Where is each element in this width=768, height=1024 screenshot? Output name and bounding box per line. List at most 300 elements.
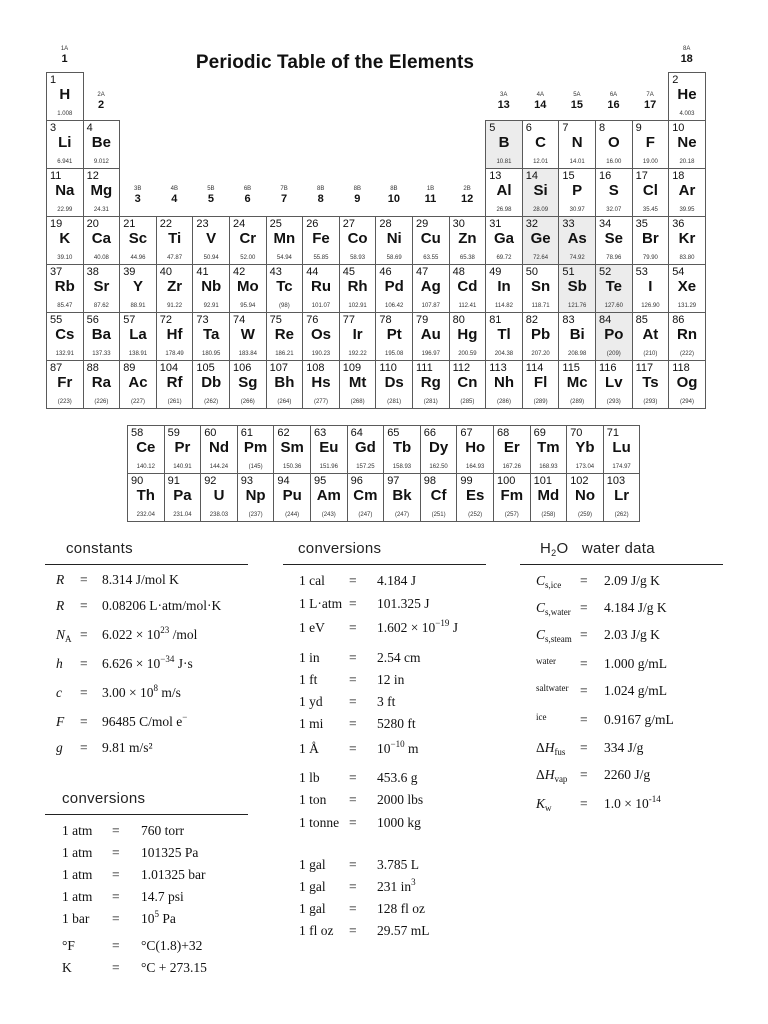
atomic-mass: 28.09 xyxy=(533,207,549,213)
group-label-8 xyxy=(302,186,339,205)
element-cell-hg xyxy=(449,312,487,361)
element-symbol: Bk xyxy=(392,487,412,504)
element-symbol: Hg xyxy=(457,326,478,343)
element-cell-au xyxy=(412,312,450,361)
element-cell-gd xyxy=(347,425,385,474)
atomic-mass: 173.04 xyxy=(575,464,595,470)
constants-equals: = xyxy=(80,572,88,587)
element-cell-li xyxy=(46,120,84,169)
atomic-number: 98 xyxy=(423,475,437,487)
atomic-number: 44 xyxy=(306,266,319,278)
atomic-mass: 22.99 xyxy=(57,207,73,213)
element-cell-ag xyxy=(412,264,450,313)
element-symbol: Sr xyxy=(93,278,110,295)
atomic-number: 90 xyxy=(131,475,144,487)
element-cell-sg xyxy=(229,360,267,409)
atomic-number: 117 xyxy=(635,362,654,374)
group-number: 18 xyxy=(680,53,693,65)
group-number: 10 xyxy=(387,193,401,205)
conversions_left-value: °C(1.8)+32 xyxy=(141,938,203,953)
element-symbol: I xyxy=(648,278,653,295)
atomic-number: 56 xyxy=(86,314,99,326)
element-cell-re xyxy=(266,312,304,361)
atomic-number: 28 xyxy=(379,218,392,230)
group-old-label: 4A xyxy=(536,92,544,98)
water-term: $K_w$ xyxy=(536,796,552,813)
atomic-number: 49 xyxy=(489,266,502,278)
atomic-number: 38 xyxy=(86,266,99,278)
element-cell-pu xyxy=(273,473,311,522)
element-symbol: Ag xyxy=(420,278,441,295)
atomic-number: 36 xyxy=(672,218,685,230)
element-cell-u xyxy=(200,473,238,522)
conversions_mid-term: 1 gal xyxy=(299,857,326,872)
atomic-mass: (209) xyxy=(606,351,621,357)
element-symbol: Nh xyxy=(493,374,514,391)
element-symbol: Cr xyxy=(239,230,257,247)
element-cell-ga xyxy=(485,216,523,265)
element-symbol: Cf xyxy=(430,487,447,504)
element-symbol: P xyxy=(572,182,583,199)
element-cell-nd xyxy=(200,425,238,474)
water-equals: = xyxy=(580,656,588,671)
group-old-label: 2A xyxy=(97,92,105,98)
atomic-number: 92 xyxy=(204,475,217,487)
element-symbol: Pa xyxy=(173,487,192,504)
atomic-number: 105 xyxy=(196,362,215,374)
element-symbol: Ts xyxy=(642,374,659,391)
atomic-mass: 200.59 xyxy=(458,351,477,357)
atomic-number: 108 xyxy=(306,362,325,374)
atomic-number: 25 xyxy=(269,218,282,230)
element-symbol: W xyxy=(240,326,255,343)
atomic-number: 67 xyxy=(460,427,473,439)
element-symbol: Se xyxy=(604,230,623,247)
element-cell-ta xyxy=(192,312,230,361)
element-symbol: Og xyxy=(676,374,698,391)
atomic-number: 110 xyxy=(379,362,397,374)
atomic-number: 70 xyxy=(570,427,583,439)
atomic-number: 102 xyxy=(570,475,589,487)
atomic-mass: 106.42 xyxy=(385,303,404,309)
atomic-mass: 168.93 xyxy=(539,464,558,470)
atomic-number: 94 xyxy=(277,475,290,487)
water-term: $\Delta H_{vap}$ xyxy=(536,767,568,784)
group-old-label: 8B xyxy=(317,186,325,192)
element-cell-pa xyxy=(164,473,202,522)
constants-term: $N_A$ xyxy=(56,627,72,644)
group-old-label: 6A xyxy=(609,92,618,98)
element-symbol: Lu xyxy=(612,439,631,456)
element-symbol: Bi xyxy=(569,326,585,343)
element-symbol: Tc xyxy=(276,278,293,295)
element-cell-nb xyxy=(192,264,230,313)
conversions_mid-value: $1.602 \times 10^{-19}$ J xyxy=(377,618,458,635)
atomic-mass: (252) xyxy=(468,512,483,518)
constants-term: F xyxy=(56,714,65,729)
atomic-mass: 207.20 xyxy=(531,351,550,357)
group-label-12 xyxy=(449,186,486,205)
atomic-number: 81 xyxy=(489,314,502,326)
atomic-mass: 6.941 xyxy=(57,159,73,165)
atomic-mass: (293) xyxy=(643,399,658,405)
atomic-number: 60 xyxy=(204,427,217,439)
atomic-number: 76 xyxy=(306,314,319,326)
atomic-number: 80 xyxy=(452,314,465,326)
atomic-number: 46 xyxy=(379,266,392,278)
atomic-mass: (226) xyxy=(94,399,109,405)
element-symbol: Lr xyxy=(614,487,630,504)
group-number: 9 xyxy=(354,193,361,205)
element-symbol: U xyxy=(213,487,225,504)
element-symbol: Pu xyxy=(282,487,302,504)
atomic-mass: 50.94 xyxy=(203,255,219,261)
atomic-number: 7 xyxy=(562,122,569,134)
group-old-label: 2B xyxy=(463,186,471,192)
element-symbol: No xyxy=(574,487,595,504)
element-symbol: Be xyxy=(91,134,111,151)
element-symbol: Nd xyxy=(208,439,229,456)
atomic-number: 65 xyxy=(387,427,400,439)
element-cell-ho xyxy=(456,425,494,474)
atomic-number: 2 xyxy=(672,74,679,86)
element-symbol: Pb xyxy=(531,326,551,343)
element-cell-se xyxy=(595,216,633,265)
atomic-mass: (257) xyxy=(504,512,519,518)
atomic-number: 83 xyxy=(562,314,575,326)
atomic-mass: 4.003 xyxy=(679,111,695,117)
element-symbol: Ce xyxy=(136,439,156,456)
atomic-mass: 14.01 xyxy=(569,159,585,165)
element-symbol: Xe xyxy=(677,278,697,295)
atomic-mass: (266) xyxy=(240,399,255,405)
atomic-number: 32 xyxy=(525,218,539,230)
atomic-mass: 151.96 xyxy=(319,464,338,470)
atomic-number: 5 xyxy=(489,122,496,134)
element-cell-nh xyxy=(485,360,523,409)
element-symbol: Te xyxy=(605,278,622,295)
element-symbol: Ar xyxy=(678,182,696,199)
element-symbol: K xyxy=(59,230,71,247)
conversions_left-term: K xyxy=(62,960,72,975)
element-cell-sn xyxy=(522,264,560,313)
atomic-number: 13 xyxy=(489,170,502,182)
element-cell-eu xyxy=(310,425,348,474)
atomic-mass: 32.07 xyxy=(606,207,622,213)
atomic-mass: 1.008 xyxy=(57,111,73,117)
water-equals: = xyxy=(580,683,588,698)
conversions_mid-equals: = xyxy=(349,596,357,611)
element-cell-fe xyxy=(302,216,340,265)
conversions_mid-equals: = xyxy=(349,620,357,635)
element-symbol: Tb xyxy=(392,439,412,456)
element-symbol: Pm xyxy=(243,439,268,456)
atomic-mass: 72.64 xyxy=(533,255,549,261)
atomic-number: 31 xyxy=(489,218,502,230)
atomic-number: 12 xyxy=(86,170,99,182)
atomic-mass: (289) xyxy=(570,399,585,405)
element-symbol: Es xyxy=(466,487,485,504)
atomic-mass: (262) xyxy=(614,512,629,518)
conversions_mid-term: 1 cal xyxy=(299,573,325,588)
water-equals: = xyxy=(580,767,588,782)
atomic-mass: 40.08 xyxy=(93,255,109,261)
atomic-number: 97 xyxy=(387,475,400,487)
atomic-number: 48 xyxy=(452,266,465,278)
conversions_mid-value: 453.6 g xyxy=(377,770,418,785)
conversions-mid-divider xyxy=(283,564,486,565)
group-label-10 xyxy=(375,186,412,205)
element-cell-kr xyxy=(668,216,706,265)
atomic-mass: 178.49 xyxy=(165,351,184,357)
element-symbol: Am xyxy=(316,487,341,504)
constants-equals: = xyxy=(80,656,88,671)
element-cell-cu xyxy=(412,216,450,265)
group-old-label: 3B xyxy=(134,186,142,192)
element-cell-fl xyxy=(522,360,560,409)
group-old-label: 7B xyxy=(280,186,288,192)
element-cell-mc xyxy=(558,360,596,409)
element-symbol: Rb xyxy=(54,278,75,295)
element-cell-ni xyxy=(375,216,413,265)
atomic-mass: 58.69 xyxy=(386,255,402,261)
atomic-number: 59 xyxy=(167,427,180,439)
element-symbol: Fr xyxy=(57,374,73,391)
atomic-mass: 35.45 xyxy=(642,207,658,213)
water-value: 2260 J/g xyxy=(604,767,651,782)
atomic-mass: (289) xyxy=(533,399,548,405)
atomic-mass: 126.90 xyxy=(641,303,660,309)
atomic-number: 10 xyxy=(672,122,685,134)
element-symbol: Cm xyxy=(353,487,378,504)
group-label-3 xyxy=(119,186,156,205)
atomic-number: 96 xyxy=(350,475,363,487)
atomic-mass: 131.29 xyxy=(677,303,697,309)
conversions_mid-value: 2000 lbs xyxy=(377,792,424,807)
atomic-mass: (264) xyxy=(277,399,292,405)
element-symbol: Tl xyxy=(497,326,511,343)
atomic-mass: 114.82 xyxy=(495,303,513,309)
atomic-mass: (237) xyxy=(248,512,263,518)
atomic-mass: 190.23 xyxy=(311,351,331,357)
atomic-mass: 19.00 xyxy=(642,159,658,165)
group-label-13 xyxy=(485,92,522,111)
atomic-number: 109 xyxy=(342,362,362,374)
atomic-mass: (259) xyxy=(577,512,592,518)
conversions_mid-equals: = xyxy=(349,815,357,830)
atomic-mass: 54.94 xyxy=(276,255,292,261)
element-symbol: Al xyxy=(496,182,512,199)
element-cell-i xyxy=(632,264,670,313)
atomic-mass: 9.012 xyxy=(93,159,109,165)
element-symbol: Ge xyxy=(530,230,551,247)
element-cell-rg xyxy=(412,360,450,409)
conversions_left-equals: = xyxy=(112,938,120,953)
element-symbol: In xyxy=(497,278,511,295)
element-cell-os xyxy=(302,312,340,361)
atomic-mass: (247) xyxy=(394,512,409,518)
group-old-label: 1A xyxy=(60,46,69,52)
atomic-mass: 12.01 xyxy=(533,159,549,165)
element-cell-lr xyxy=(603,473,641,522)
element-cell-s xyxy=(595,168,633,217)
atomic-mass: 195.08 xyxy=(385,351,404,357)
atomic-number: 43 xyxy=(269,266,282,278)
atomic-number: 11 xyxy=(50,170,62,182)
atomic-number: 29 xyxy=(416,218,429,230)
element-cell-pb xyxy=(522,312,560,361)
atomic-mass: 83.80 xyxy=(679,255,695,261)
element-cell-cs xyxy=(46,312,84,361)
element-cell-rf xyxy=(156,360,194,409)
atomic-number: 58 xyxy=(131,427,144,439)
element-symbol: Sb xyxy=(567,278,587,295)
atomic-number: 34 xyxy=(599,218,612,230)
atomic-number: 72 xyxy=(159,314,173,326)
element-symbol: V xyxy=(206,230,217,247)
water-equals: = xyxy=(580,740,588,755)
atomic-mass: (223) xyxy=(57,399,72,405)
atomic-mass: 78.96 xyxy=(606,255,622,261)
element-cell-rh xyxy=(339,264,377,313)
element-cell-bh xyxy=(266,360,304,409)
element-cell-in xyxy=(485,264,523,313)
element-symbol: Rh xyxy=(347,278,368,295)
atomic-mass: 92.91 xyxy=(203,303,219,309)
atomic-number: 3 xyxy=(50,122,57,134)
atomic-mass: (247) xyxy=(358,512,373,518)
element-cell-rn xyxy=(668,312,706,361)
element-cell-w xyxy=(229,312,267,361)
atomic-number: 89 xyxy=(123,362,136,374)
atomic-number: 57 xyxy=(123,314,136,326)
element-cell-ca xyxy=(83,216,121,265)
element-cell-hs xyxy=(302,360,340,409)
group-number: 3 xyxy=(134,193,141,205)
element-symbol: Rf xyxy=(166,374,183,391)
conversions_mid-equals: = xyxy=(349,792,357,807)
element-cell-na xyxy=(46,168,84,217)
atomic-number: 107 xyxy=(269,362,288,374)
atomic-number: 93 xyxy=(240,475,254,487)
element-symbol: Hf xyxy=(166,326,183,343)
group-old-label: 5A xyxy=(573,92,581,98)
conversions_mid-term: 1 ton xyxy=(299,792,327,807)
conversions_mid-term: 1 lb xyxy=(299,770,320,785)
element-symbol: Ga xyxy=(493,230,514,247)
element-symbol: Ho xyxy=(465,439,486,456)
atomic-mass: (98) xyxy=(279,303,290,309)
atomic-mass: 186.21 xyxy=(275,351,294,357)
water-value: 0.9167 g/mL xyxy=(604,712,674,727)
element-cell-md xyxy=(530,473,568,522)
water-equals: = xyxy=(580,712,588,727)
conversions_left-equals: = xyxy=(112,867,120,882)
conversions_mid-equals: = xyxy=(349,879,357,894)
element-symbol: Yb xyxy=(575,439,595,456)
element-symbol: Mg xyxy=(90,182,113,199)
element-symbol: Ac xyxy=(128,374,148,391)
conversions_mid-term: 1 L·atm xyxy=(299,596,343,611)
atomic-number: 30 xyxy=(452,218,465,230)
element-symbol: Po xyxy=(604,326,624,343)
water-term: $C_{s,ice}$ xyxy=(536,573,562,590)
element-cell-mg xyxy=(83,168,121,217)
element-cell-k xyxy=(46,216,84,265)
element-cell-ne xyxy=(668,120,706,169)
atomic-mass: (281) xyxy=(387,399,402,405)
atomic-mass: 24.31 xyxy=(93,207,109,213)
atomic-mass: 20.18 xyxy=(679,159,695,165)
element-symbol: Mo xyxy=(236,278,259,295)
element-symbol: Th xyxy=(136,487,155,504)
atomic-mass: 196.97 xyxy=(421,351,440,357)
element-cell-tb xyxy=(383,425,421,474)
element-symbol: H xyxy=(59,86,71,103)
element-cell-cm xyxy=(347,473,385,522)
constants-equals: = xyxy=(80,714,88,729)
element-symbol: Ds xyxy=(384,374,404,391)
element-cell-tc xyxy=(266,264,304,313)
atomic-number: 95 xyxy=(314,475,327,487)
element-cell-hf xyxy=(156,312,194,361)
water-value: 2.03 J/g K xyxy=(604,627,660,642)
atomic-number: 75 xyxy=(269,314,282,326)
atomic-mass: 87.62 xyxy=(93,303,109,309)
element-cell-ge xyxy=(522,216,560,265)
element-symbol: Ca xyxy=(91,230,111,247)
element-cell-no xyxy=(566,473,604,522)
atomic-mass: (277) xyxy=(313,399,328,405)
atomic-mass: (294) xyxy=(679,399,694,405)
conversions_mid-equals: = xyxy=(349,741,357,756)
atomic-mass: (268) xyxy=(350,399,365,405)
atomic-mass: (286) xyxy=(496,399,511,405)
element-cell-fm xyxy=(493,473,531,522)
element-symbol: Ba xyxy=(91,326,111,343)
conversions_mid-equals: = xyxy=(349,770,357,785)
element-cell-sr xyxy=(83,264,121,313)
atomic-number: 45 xyxy=(342,266,356,278)
conversions_mid-equals: = xyxy=(349,923,357,938)
atomic-number: 8 xyxy=(599,122,606,134)
constants-value: 96485 C/mol e− xyxy=(102,712,188,729)
element-symbol: Y xyxy=(132,278,143,295)
atomic-number: 9 xyxy=(635,122,642,134)
element-cell-og xyxy=(668,360,706,409)
element-cell-br xyxy=(632,216,670,265)
element-cell-v xyxy=(192,216,230,265)
atomic-mass: 180.95 xyxy=(202,351,221,357)
atomic-mass: 101.07 xyxy=(311,303,331,309)
atomic-mass: 138.91 xyxy=(128,351,148,357)
element-symbol: Au xyxy=(420,326,441,343)
element-symbol: Hs xyxy=(311,374,331,391)
element-symbol: Na xyxy=(55,182,75,199)
element-symbol: Rn xyxy=(676,326,697,343)
element-symbol: Db xyxy=(201,374,222,391)
water-equals: = xyxy=(580,796,588,811)
atomic-mass: 63.55 xyxy=(423,255,439,261)
atomic-mass: 47.87 xyxy=(167,255,183,261)
atomic-mass: 65.38 xyxy=(459,255,475,261)
element-symbol: B xyxy=(498,134,510,151)
atomic-number: 15 xyxy=(562,170,575,182)
atomic-mass: 58.93 xyxy=(350,255,366,261)
atomic-number: 26 xyxy=(306,218,319,230)
constants-value: 9.81 m/s² xyxy=(102,740,153,755)
element-cell-xe xyxy=(668,264,706,313)
